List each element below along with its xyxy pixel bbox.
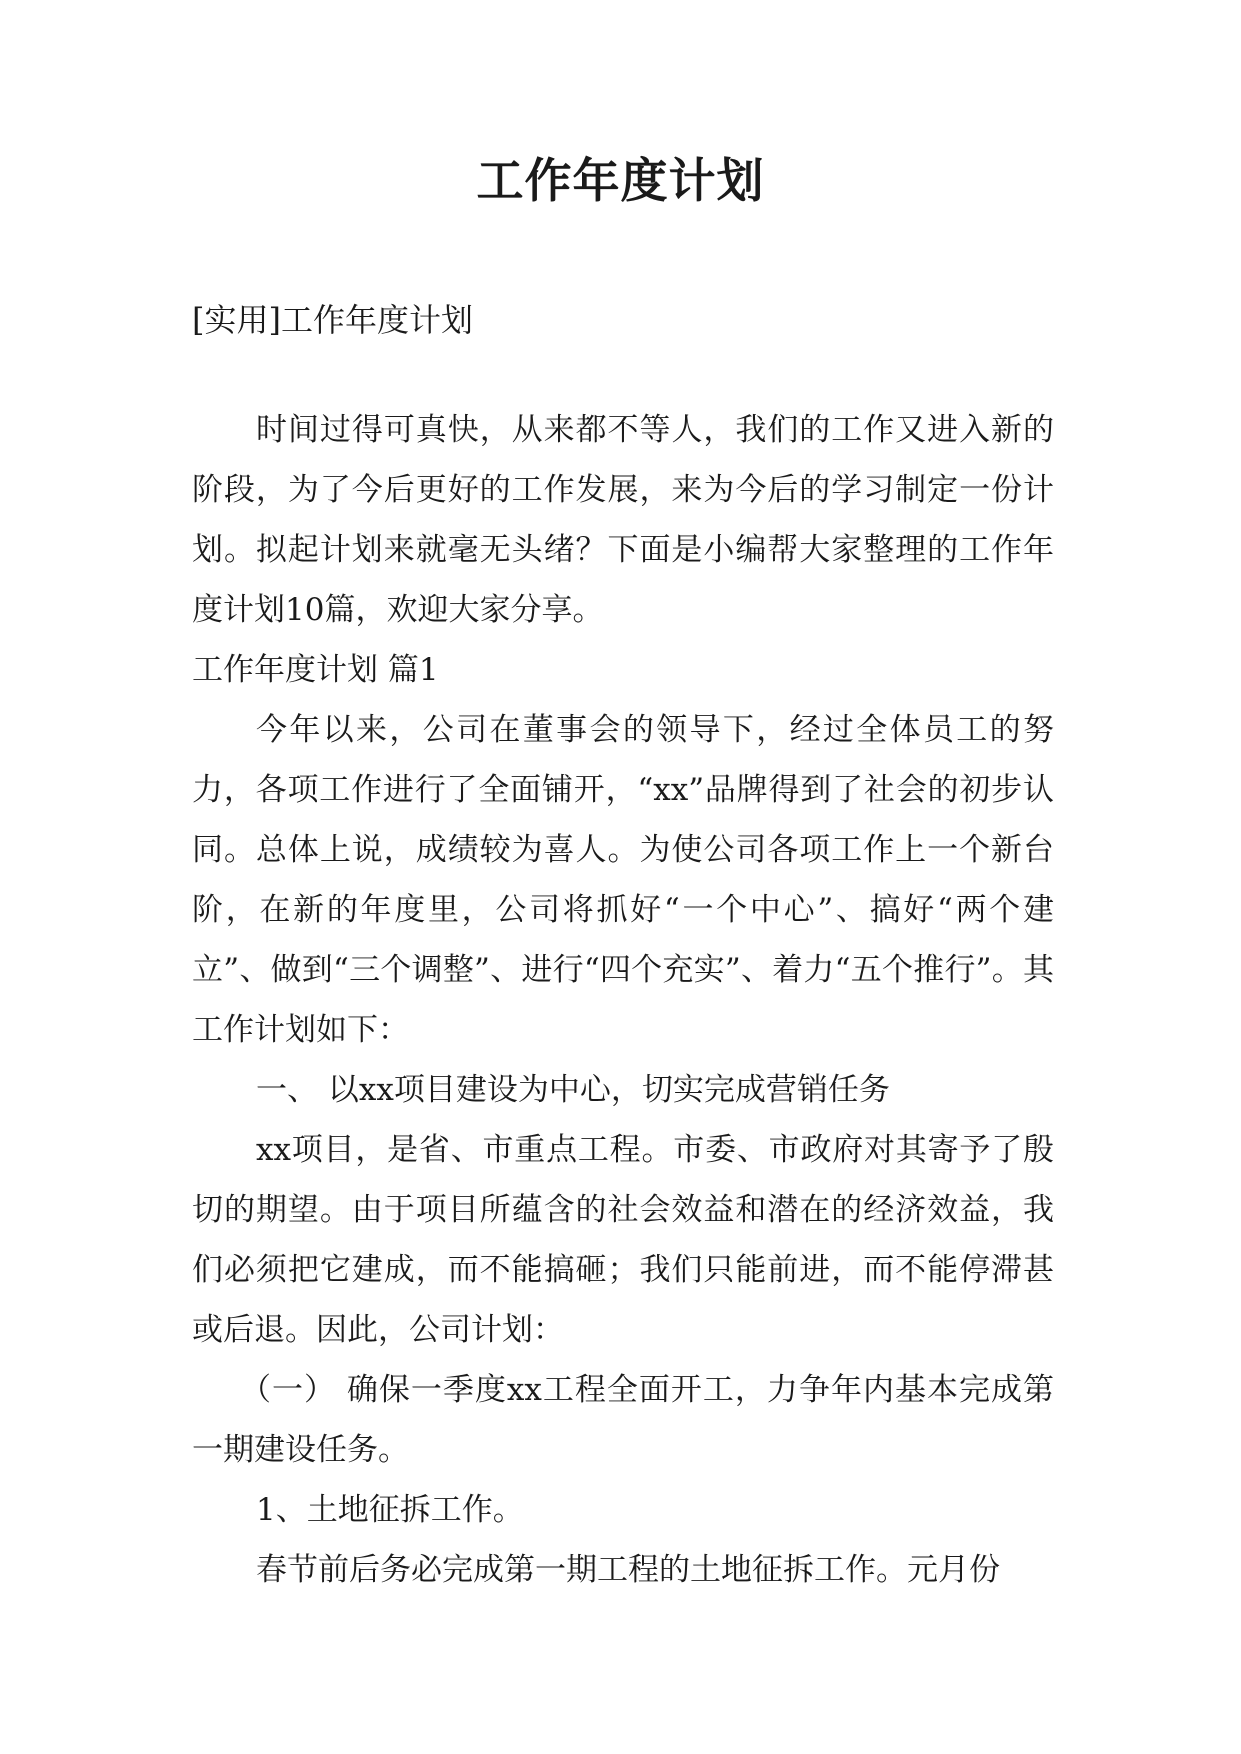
document-body [192, 400, 1054, 1600]
subsection-heading: 一、 以xx项目建设为中心，切实完成营销任务 [256, 1072, 890, 1108]
intro-paragraph: 时间过得可真快，从来都不等人，我们的工作又进入新的阶段，为了今后更好的工作发展，来为今后的学习制定一份计划。拟起计划来就毫无头绪？下面是小编帮大家整理的工作年度计划10篇，欢迎大家分享。 [192, 412, 1054, 628]
body-paragraph: 今年以来，公司在董事会的领导下，经过全体员工的努力，各项工作进行了全面铺开，“xx”品牌得到了社会的初步认同。总体上说，成绩较为喜人。为使公司各项工作上一个新台阶，在新的年度里，公司将抓好“一个中心”、搞好“两个建立”、做到“三个调整”、进行“四个充实”、着力“五个推行”。其工作计划如下： [192, 712, 1054, 1048]
section-heading: 工作年度计划 篇1 [192, 652, 439, 688]
list-item: 1、土地征拆工作。 [256, 1492, 524, 1528]
body-paragraph: xx项目，是省、市重点工程。市委、市政府对其寄予了殷切的期望。由于项目所蕴含的社会效益和潜在的经济效益，我们必须把它建成，而不能搞砸；我们只能前进，而不能停滞甚或后退。因此，公司计划： [192, 1132, 1054, 1348]
document-title: 工作年度计划 [476, 154, 765, 209]
body-paragraph: 春节前后务必完成第一期工程的土地征拆工作。元月份 [256, 1552, 1000, 1588]
list-heading: （一） 确保一季度xx工程全面开工，力争年内基本完成第一期建设任务。 [192, 1372, 1054, 1468]
document-subtitle: [实用]工作年度计划 [192, 301, 473, 339]
